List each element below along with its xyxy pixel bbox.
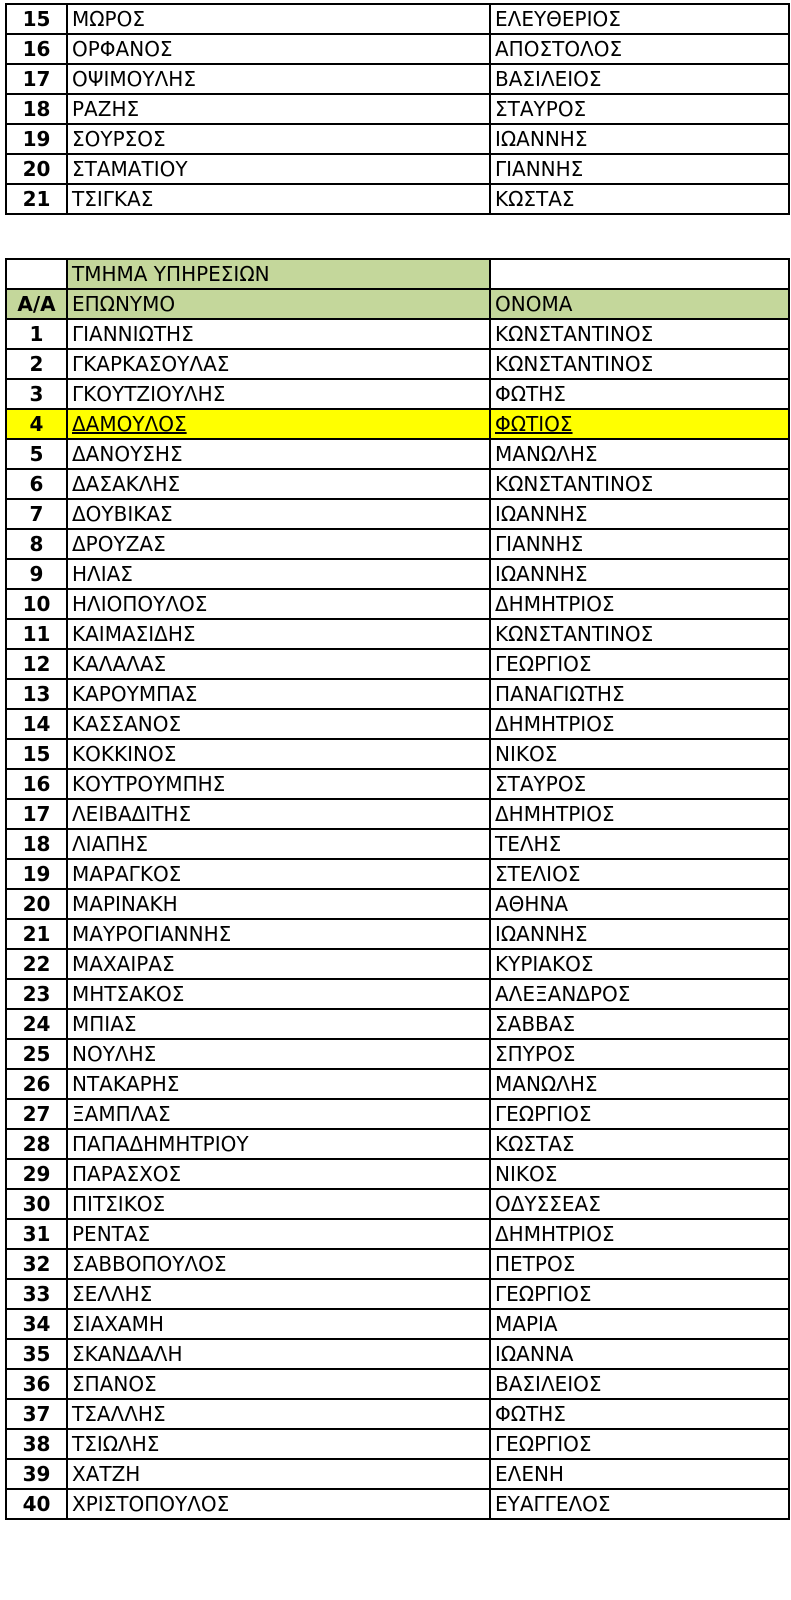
row-name: ΚΩΝΣΤΑΝΤΙΝΟΣ bbox=[490, 469, 789, 499]
row-number: 26 bbox=[6, 1069, 67, 1099]
table-row bbox=[6, 94, 789, 124]
row-surname: ΛΕΙΒΑΔΙΤΗΣ bbox=[67, 799, 490, 829]
table-row bbox=[6, 184, 789, 214]
row-surname: ΧΡΙΣΤΟΠΟΥΛΟΣ bbox=[67, 1489, 490, 1519]
row-surname: ΗΛΙΑΣ bbox=[67, 559, 490, 589]
row-number: 24 bbox=[6, 1009, 67, 1039]
table-row bbox=[6, 1369, 789, 1399]
row-number: 13 bbox=[6, 679, 67, 709]
row-name: ΚΥΡΙΑΚΟΣ bbox=[490, 949, 789, 979]
table-row bbox=[6, 559, 789, 589]
table-row bbox=[6, 4, 789, 34]
row-name: ΓΕΩΡΓΙΟΣ bbox=[490, 1099, 789, 1129]
row-name: ΟΔΥΣΣΕΑΣ bbox=[490, 1189, 789, 1219]
row-surname: ΤΣΑΛΛΗΣ bbox=[67, 1399, 490, 1429]
row-name: ΓΕΩΡΓΙΟΣ bbox=[490, 1429, 789, 1459]
row-number: 10 bbox=[6, 589, 67, 619]
row-name: ΣΤΕΛΙΟΣ bbox=[490, 859, 789, 889]
row-surname: ΗΛΙΟΠΟΥΛΟΣ bbox=[67, 589, 490, 619]
row-surname: ΧΑΤΖΗ bbox=[67, 1459, 490, 1489]
row-surname: ΞΑΜΠΛΑΣ bbox=[67, 1099, 490, 1129]
section-title: ΤΜΗΜΑ ΥΠΗΡΕΣΙΩΝ bbox=[67, 259, 490, 289]
row-number: 40 bbox=[6, 1489, 67, 1519]
row-number: 34 bbox=[6, 1309, 67, 1339]
table-row bbox=[6, 829, 789, 859]
row-surname: ΓΚΑΡΚΑΣΟΥΛΑΣ bbox=[67, 349, 490, 379]
row-surname: ΣΚΑΝΔΑΛΗ bbox=[67, 1339, 490, 1369]
row-number: 33 bbox=[6, 1279, 67, 1309]
row-name: ΙΩΑΝΝΗΣ bbox=[490, 499, 789, 529]
row-surname: ΡΕΝΤΑΣ bbox=[67, 1219, 490, 1249]
row-name: ΣΤΑΥΡΟΣ bbox=[490, 94, 789, 124]
row-number: 25 bbox=[6, 1039, 67, 1069]
staff-table-continued-body bbox=[6, 4, 789, 214]
section-title-row bbox=[6, 259, 789, 289]
row-number: 23 bbox=[6, 979, 67, 1009]
row-surname: ΣΑΒΒΟΠΟΥΛΟΣ bbox=[67, 1249, 490, 1279]
row-name: ΔΗΜΗΤΡΙΟΣ bbox=[490, 709, 789, 739]
table-row bbox=[6, 889, 789, 919]
table-row bbox=[6, 649, 789, 679]
row-surname: ΔΟΥΒΙΚΑΣ bbox=[67, 499, 490, 529]
row-surname: ΜΗΤΣΑΚΟΣ bbox=[67, 979, 490, 1009]
row-name: ΓΕΩΡΓΙΟΣ bbox=[490, 649, 789, 679]
row-number: 31 bbox=[6, 1219, 67, 1249]
table-row bbox=[6, 979, 789, 1009]
row-name: ΤΕΛΗΣ bbox=[490, 829, 789, 859]
table-row bbox=[6, 1309, 789, 1339]
table-row bbox=[6, 409, 789, 439]
table-row bbox=[6, 919, 789, 949]
row-number: 7 bbox=[6, 499, 67, 529]
row-number: 1 bbox=[6, 319, 67, 349]
row-name: ΓΙΑΝΝΗΣ bbox=[490, 154, 789, 184]
row-number: 21 bbox=[6, 184, 67, 214]
column-header-name: ΟΝΟΜΑ bbox=[490, 289, 789, 319]
row-number: 22 bbox=[6, 949, 67, 979]
row-number: 8 bbox=[6, 529, 67, 559]
row-name: ΦΩΤΙΟΣ bbox=[490, 409, 789, 439]
row-name: ΣΑΒΒΑΣ bbox=[490, 1009, 789, 1039]
row-name: ΕΛΕΝΗ bbox=[490, 1459, 789, 1489]
row-name: ΕΥΑΓΓΕΛΟΣ bbox=[490, 1489, 789, 1519]
row-name: ΝΙΚΟΣ bbox=[490, 739, 789, 769]
row-name: ΜΑΡΙΑ bbox=[490, 1309, 789, 1339]
row-number: 36 bbox=[6, 1369, 67, 1399]
row-name: ΔΗΜΗΤΡΙΟΣ bbox=[490, 799, 789, 829]
row-name: ΒΑΣΙΛΕΙΟΣ bbox=[490, 1369, 789, 1399]
row-surname: ΤΣΙΓΚΑΣ bbox=[67, 184, 490, 214]
row-surname: ΣΠΑΝΟΣ bbox=[67, 1369, 490, 1399]
row-number: 6 bbox=[6, 469, 67, 499]
row-surname: ΚΟΚΚΙΝΟΣ bbox=[67, 739, 490, 769]
row-number: 38 bbox=[6, 1429, 67, 1459]
row-number: 3 bbox=[6, 379, 67, 409]
row-surname: ΜΠΙΑΣ bbox=[67, 1009, 490, 1039]
table-row bbox=[6, 1339, 789, 1369]
row-name: ΚΩΝΣΤΑΝΤΙΝΟΣ bbox=[490, 619, 789, 649]
table-row bbox=[6, 1069, 789, 1099]
row-name: ΚΩΝΣΤΑΝΤΙΝΟΣ bbox=[490, 349, 789, 379]
table-row bbox=[6, 34, 789, 64]
row-number: 32 bbox=[6, 1249, 67, 1279]
row-surname: ΣΙΑΧΑΜΗ bbox=[67, 1309, 490, 1339]
row-number: 5 bbox=[6, 439, 67, 469]
row-surname: ΚΑΛΑΛΑΣ bbox=[67, 649, 490, 679]
row-surname: ΤΣΙΩΛΗΣ bbox=[67, 1429, 490, 1459]
table-row bbox=[6, 1009, 789, 1039]
row-surname: ΟΡΦΑΝΟΣ bbox=[67, 34, 490, 64]
row-surname: ΜΑΡΙΝΑΚΗ bbox=[67, 889, 490, 919]
row-number: 39 bbox=[6, 1459, 67, 1489]
row-name: ΜΑΝΩΛΗΣ bbox=[490, 1069, 789, 1099]
table-row bbox=[6, 349, 789, 379]
table-row bbox=[6, 1279, 789, 1309]
row-number: 20 bbox=[6, 889, 67, 919]
row-number: 4 bbox=[6, 409, 67, 439]
row-name: ΦΩΤΗΣ bbox=[490, 379, 789, 409]
row-name: ΠΕΤΡΟΣ bbox=[490, 1249, 789, 1279]
row-number: 35 bbox=[6, 1339, 67, 1369]
table-row bbox=[6, 1129, 789, 1159]
row-number: 19 bbox=[6, 859, 67, 889]
row-name: ΝΙΚΟΣ bbox=[490, 1159, 789, 1189]
row-number: 16 bbox=[6, 769, 67, 799]
row-number: 19 bbox=[6, 124, 67, 154]
row-surname: ΔΑΜΟΥΛΟΣ bbox=[67, 409, 490, 439]
table-row bbox=[6, 1459, 789, 1489]
row-name: ΚΩΣΤΑΣ bbox=[490, 184, 789, 214]
row-number: 18 bbox=[6, 94, 67, 124]
row-name: ΔΗΜΗΤΡΙΟΣ bbox=[490, 1219, 789, 1249]
row-name: ΠΑΝΑΓΙΩΤΗΣ bbox=[490, 679, 789, 709]
table-row bbox=[6, 319, 789, 349]
column-header-number: Α/Α bbox=[6, 289, 67, 319]
section-title-spacer bbox=[490, 259, 789, 289]
table-row bbox=[6, 1399, 789, 1429]
row-surname: ΠΙΤΣΙΚΟΣ bbox=[67, 1189, 490, 1219]
row-number: 27 bbox=[6, 1099, 67, 1129]
row-name: ΣΤΑΥΡΟΣ bbox=[490, 769, 789, 799]
row-surname: ΣΕΛΛΗΣ bbox=[67, 1279, 490, 1309]
services-department-table bbox=[5, 258, 790, 1520]
row-number: 17 bbox=[6, 799, 67, 829]
row-number: 18 bbox=[6, 829, 67, 859]
row-name: ΑΘΗΝΑ bbox=[490, 889, 789, 919]
row-name: ΦΩΤΗΣ bbox=[490, 1399, 789, 1429]
row-surname: ΠΑΠΑΔΗΜΗΤΡΙΟΥ bbox=[67, 1129, 490, 1159]
table-row bbox=[6, 589, 789, 619]
row-surname: ΔΡΟΥΖΑΣ bbox=[67, 529, 490, 559]
row-number: 20 bbox=[6, 154, 67, 184]
table-row bbox=[6, 1489, 789, 1519]
row-number: 15 bbox=[6, 739, 67, 769]
row-name: ΓΙΑΝΝΗΣ bbox=[490, 529, 789, 559]
row-name: ΙΩΑΝΝΑ bbox=[490, 1339, 789, 1369]
row-name: ΚΩΣΤΑΣ bbox=[490, 1129, 789, 1159]
table-row bbox=[6, 679, 789, 709]
services-department-table-body bbox=[6, 259, 789, 1519]
table-row bbox=[6, 154, 789, 184]
row-surname: ΚΑΡΟΥΜΠΑΣ bbox=[67, 679, 490, 709]
row-number: 17 bbox=[6, 64, 67, 94]
row-number: 21 bbox=[6, 919, 67, 949]
row-surname: ΜΑΡΑΓΚΟΣ bbox=[67, 859, 490, 889]
row-name: ΒΑΣΙΛΕΙΟΣ bbox=[490, 64, 789, 94]
row-number: 29 bbox=[6, 1159, 67, 1189]
row-number: 14 bbox=[6, 709, 67, 739]
table-row bbox=[6, 1219, 789, 1249]
table-row bbox=[6, 1159, 789, 1189]
column-header-surname: ΕΠΩΝΥΜΟ bbox=[67, 289, 490, 319]
row-surname: ΜΑΥΡΟΓΙΑΝΝΗΣ bbox=[67, 919, 490, 949]
table-row bbox=[6, 1039, 789, 1069]
row-name: ΣΠΥΡΟΣ bbox=[490, 1039, 789, 1069]
table-row bbox=[6, 1099, 789, 1129]
row-number: 2 bbox=[6, 349, 67, 379]
row-number: 15 bbox=[6, 4, 67, 34]
table-row bbox=[6, 439, 789, 469]
table-row bbox=[6, 499, 789, 529]
table-row bbox=[6, 1189, 789, 1219]
table-row bbox=[6, 859, 789, 889]
row-name: ΑΛΕΞΑΝΔΡΟΣ bbox=[490, 979, 789, 1009]
row-number: 37 bbox=[6, 1399, 67, 1429]
table-row bbox=[6, 949, 789, 979]
row-number: 11 bbox=[6, 619, 67, 649]
row-name: ΕΛΕΥΘΕΡΙΟΣ bbox=[490, 4, 789, 34]
row-name: ΙΩΑΝΝΗΣ bbox=[490, 124, 789, 154]
table-row bbox=[6, 619, 789, 649]
table-row bbox=[6, 64, 789, 94]
row-surname: ΠΑΡΑΣΧΟΣ bbox=[67, 1159, 490, 1189]
row-name: ΚΩΝΣΤΑΝΤΙΝΟΣ bbox=[490, 319, 789, 349]
row-surname: ΜΑΧΑΙΡΑΣ bbox=[67, 949, 490, 979]
table-row bbox=[6, 379, 789, 409]
table-row bbox=[6, 799, 789, 829]
row-surname: ΝΤΑΚΑΡΗΣ bbox=[67, 1069, 490, 1099]
row-surname: ΜΩΡΟΣ bbox=[67, 4, 490, 34]
row-name: ΑΠΟΣΤΟΛΟΣ bbox=[490, 34, 789, 64]
row-surname: ΛΙΑΠΗΣ bbox=[67, 829, 490, 859]
table-row bbox=[6, 709, 789, 739]
row-surname: ΟΨΙΜΟΥΛΗΣ bbox=[67, 64, 490, 94]
row-surname: ΓΚΟΥΤΖΙΟΥΛΗΣ bbox=[67, 379, 490, 409]
row-number: 16 bbox=[6, 34, 67, 64]
row-name: ΜΑΝΩΛΗΣ bbox=[490, 439, 789, 469]
row-surname: ΔΑΣΑΚΛΗΣ bbox=[67, 469, 490, 499]
table-row bbox=[6, 529, 789, 559]
row-surname: ΣΟΥΡΣΟΣ bbox=[67, 124, 490, 154]
row-surname: ΓΙΑΝΝΙΩΤΗΣ bbox=[67, 319, 490, 349]
row-name: ΓΕΩΡΓΙΟΣ bbox=[490, 1279, 789, 1309]
row-number: 28 bbox=[6, 1129, 67, 1159]
row-name: ΙΩΑΝΝΗΣ bbox=[490, 559, 789, 589]
row-surname: ΣΤΑΜΑΤΙΟΥ bbox=[67, 154, 490, 184]
table-row bbox=[6, 124, 789, 154]
table-row bbox=[6, 1429, 789, 1459]
row-name: ΔΗΜΗΤΡΙΟΣ bbox=[490, 589, 789, 619]
section-title-blank bbox=[6, 259, 67, 289]
row-surname: ΚΑΣΣΑΝΟΣ bbox=[67, 709, 490, 739]
table-row bbox=[6, 769, 789, 799]
column-header-row bbox=[6, 289, 789, 319]
row-name: ΙΩΑΝΝΗΣ bbox=[490, 919, 789, 949]
row-number: 9 bbox=[6, 559, 67, 589]
table-row bbox=[6, 1249, 789, 1279]
row-surname: ΚΑΙΜΑΣΙΔΗΣ bbox=[67, 619, 490, 649]
table-row bbox=[6, 739, 789, 769]
row-number: 30 bbox=[6, 1189, 67, 1219]
row-surname: ΡΑΖΗΣ bbox=[67, 94, 490, 124]
row-surname: ΚΟΥΤΡΟΥΜΠΗΣ bbox=[67, 769, 490, 799]
row-surname: ΔΑΝΟΥΣΗΣ bbox=[67, 439, 490, 469]
row-number: 12 bbox=[6, 649, 67, 679]
row-surname: ΝΟΥΛΗΣ bbox=[67, 1039, 490, 1069]
staff-table-continued bbox=[5, 3, 790, 215]
table-row bbox=[6, 469, 789, 499]
